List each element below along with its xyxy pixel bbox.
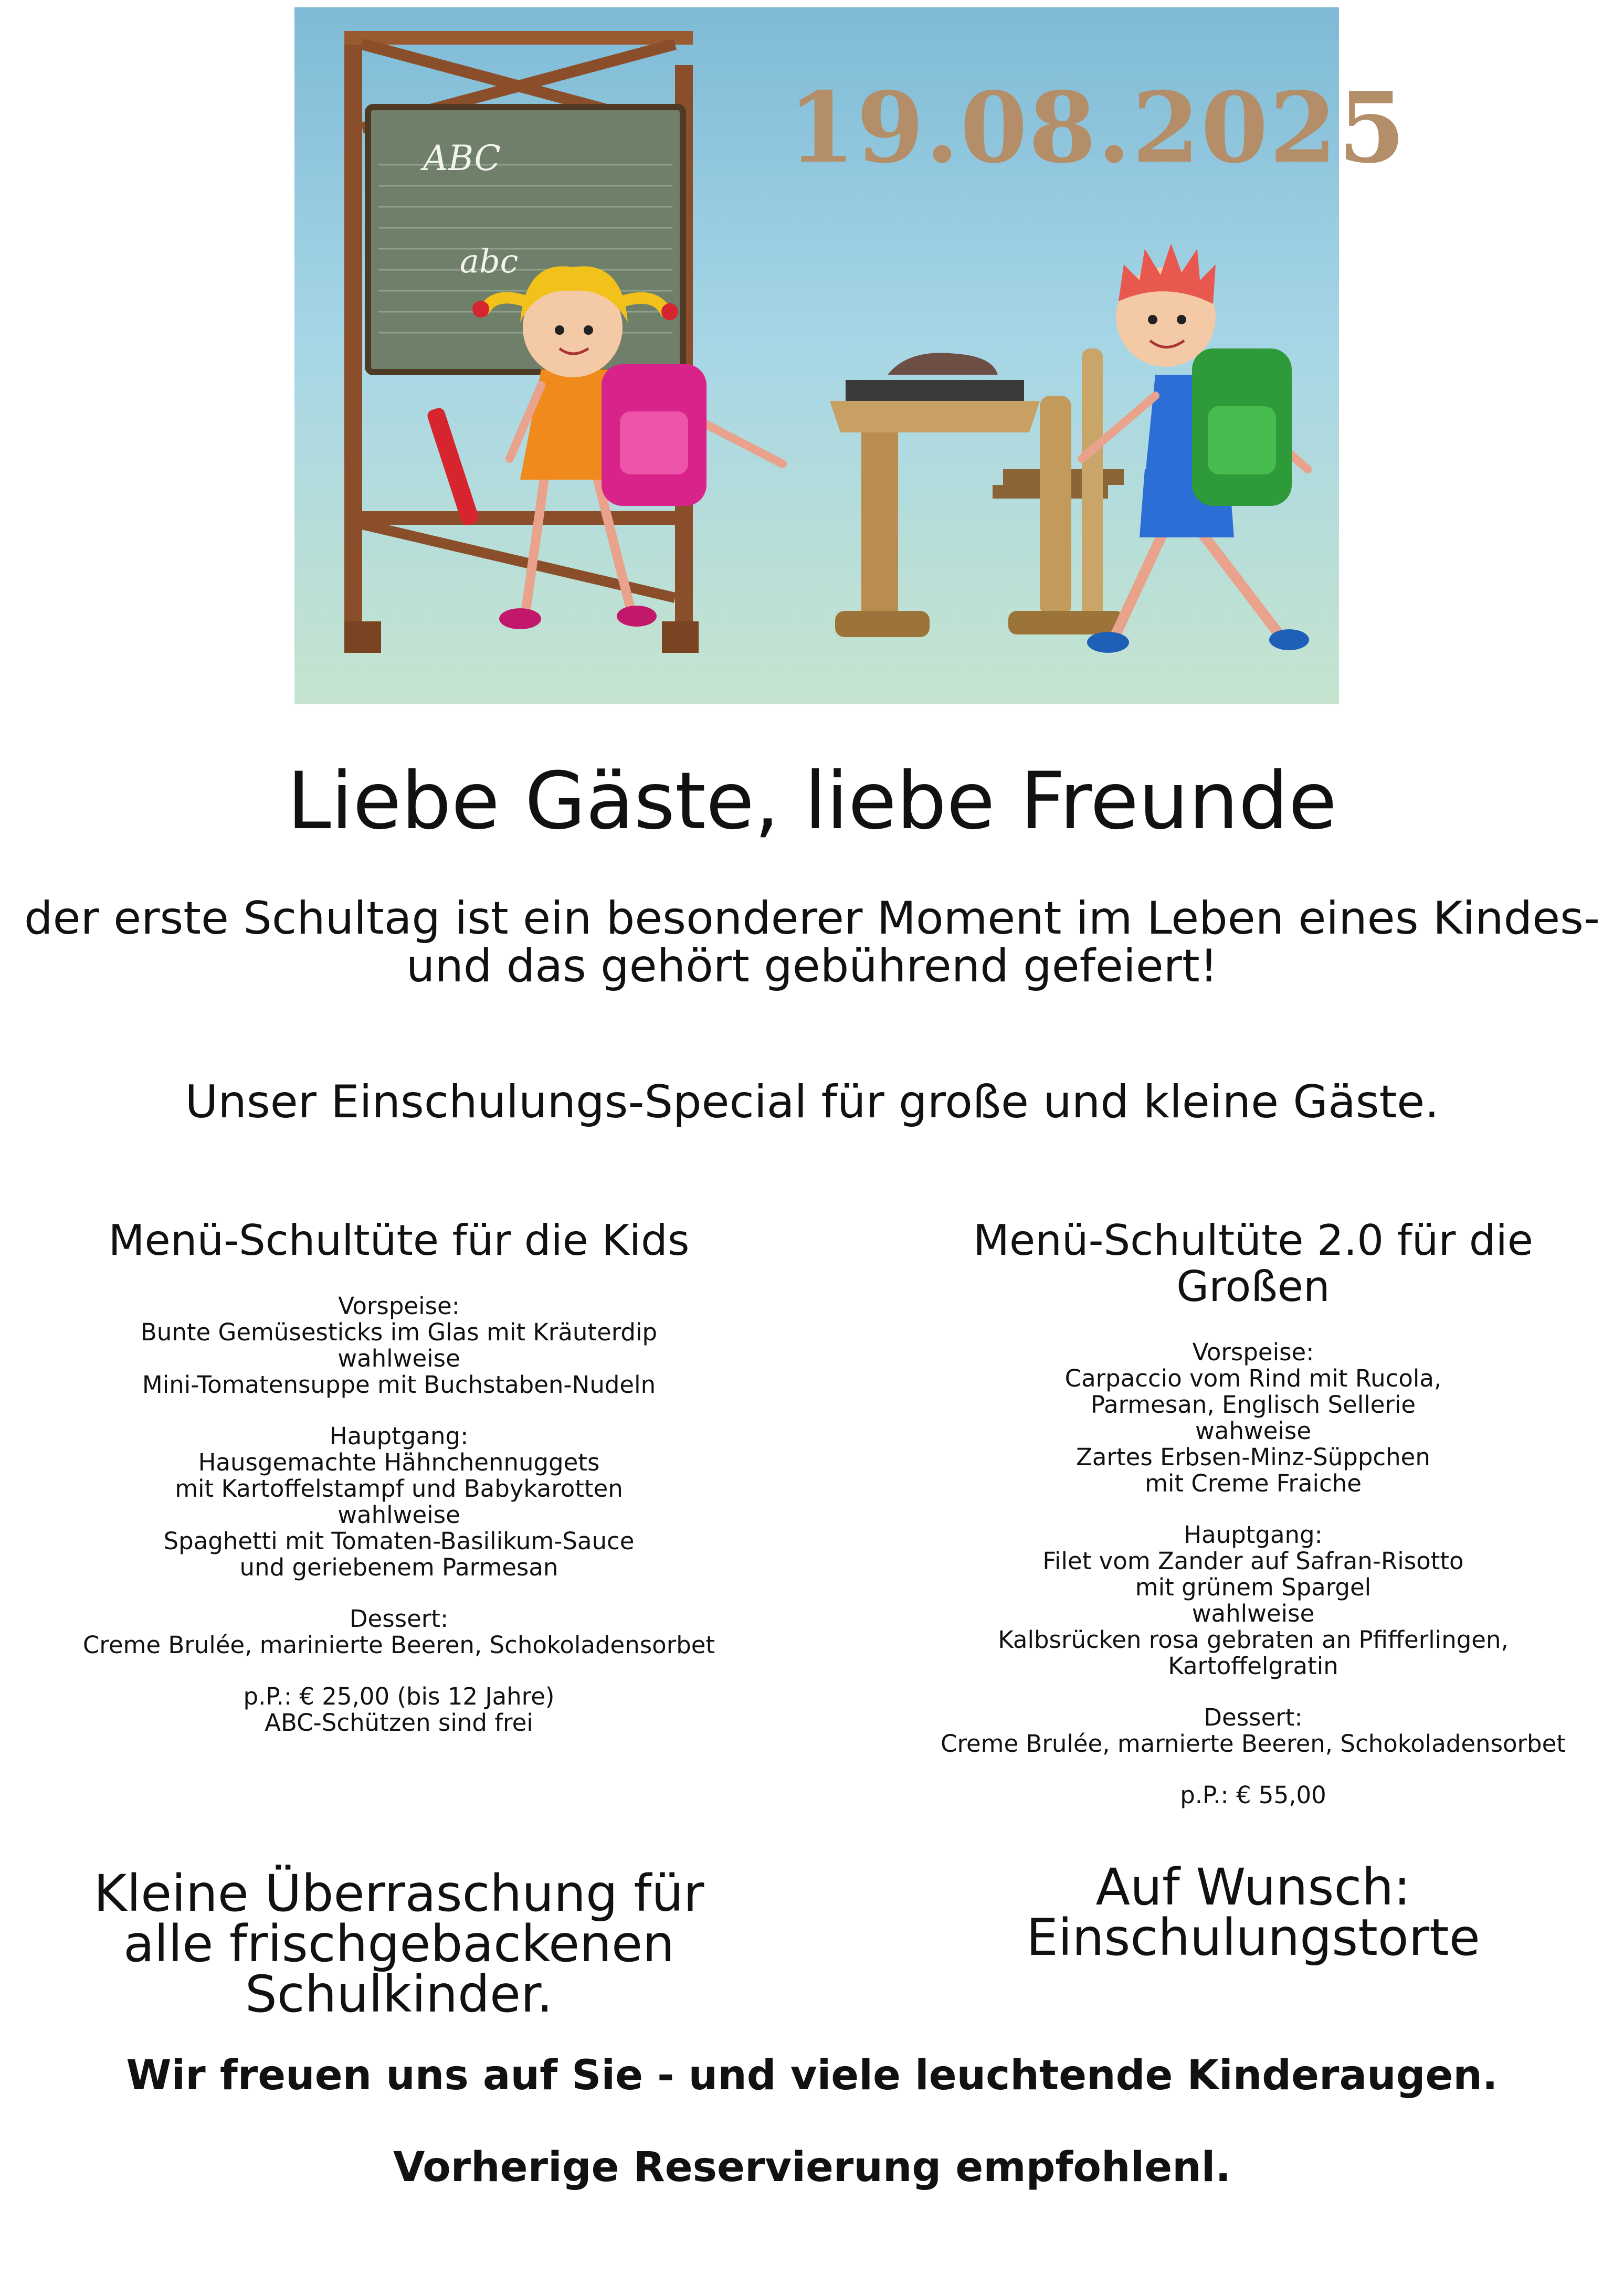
adults-main-line: mit grünem Spargel bbox=[1135, 1573, 1372, 1601]
kids-menu bbox=[0, 1218, 798, 1736]
intro-text bbox=[0, 892, 1624, 993]
adults-main-line: Filet vom Zander auf Safran-Risotto bbox=[1042, 1547, 1464, 1575]
surprise-line: Kleine Überraschung für bbox=[93, 1864, 704, 1923]
surprise-line: alle frischgebackenen bbox=[123, 1914, 674, 1973]
kids-starter-line: wahlweise bbox=[338, 1345, 460, 1372]
adults-main-line: wahlweise bbox=[1191, 1600, 1315, 1627]
kids-main-line: mit Kartoffelstampf und Babykarotten bbox=[175, 1475, 623, 1503]
intro-line-2: und das gehört gebührend gefeiert! bbox=[406, 940, 1218, 993]
adults-starter-line: Parmesan, Englisch Sellerie bbox=[1090, 1391, 1416, 1419]
adults-starter-line: Zartes Erbsen-Minz-Süppchen bbox=[1076, 1443, 1430, 1471]
event-date: 19.08.2025 bbox=[788, 70, 1407, 185]
adults-main-line: Kalbsrücken rosa gebraten an Pfifferlingen, bbox=[998, 1626, 1509, 1654]
cake-note bbox=[892, 1858, 1614, 1967]
kids-main-line: wahlweise bbox=[338, 1501, 460, 1529]
kids-main-label: Hauptgang: bbox=[329, 1422, 469, 1450]
adults-starter-line: wahweise bbox=[1195, 1417, 1312, 1445]
boy-figure bbox=[1082, 244, 1309, 653]
adults-menu-body bbox=[892, 1339, 1614, 1808]
kids-price: p.P.: € 25,00 (bis 12 Jahre) bbox=[243, 1683, 555, 1710]
kids-dessert-label: Dessert: bbox=[349, 1605, 449, 1633]
closing-line-2: Vorherige Reservierung empfohlenl. bbox=[393, 2144, 1231, 2191]
adults-main-label: Hauptgang: bbox=[1184, 1521, 1323, 1549]
adults-dessert-label: Dessert: bbox=[1204, 1704, 1303, 1731]
cake-line: Einschulungstorte bbox=[1026, 1908, 1480, 1967]
school-desk bbox=[830, 348, 1124, 637]
board-text-upper: ABC bbox=[423, 138, 501, 178]
adults-menu bbox=[892, 1218, 1614, 1808]
kids-main-line: Spaghetti mit Tomaten-Basilikum-Sauce bbox=[163, 1527, 635, 1555]
page-title: Liebe Gäste, liebe Freunde bbox=[287, 756, 1337, 847]
intro-line-1: der erste Schultag ist ein besonderer Moment im Leben eines Kindes- bbox=[24, 892, 1600, 945]
kids-main-line: und geriebenem Parmesan bbox=[239, 1553, 558, 1581]
adults-dessert-line: Creme Brulée, marnierte Beeren, Schokoladensorbet bbox=[941, 1730, 1566, 1758]
kids-dessert-line: Creme Brulée, marinierte Beeren, Schokoladensorbet bbox=[82, 1631, 715, 1659]
adults-main-line: Kartoffelgratin bbox=[1168, 1652, 1338, 1680]
surprise-note bbox=[0, 1864, 798, 2024]
kids-menu-title: Menü-Schultüte für die Kids bbox=[108, 1216, 690, 1265]
adults-starter-label: Vorspeise: bbox=[1192, 1338, 1314, 1366]
hero-illustration bbox=[294, 7, 1407, 704]
surprise-line: Schulkinder. bbox=[245, 1965, 553, 2024]
adults-starter-line: Carpaccio vom Rind mit Rucola, bbox=[1064, 1364, 1442, 1392]
closing-line-1: Wir freuen uns auf Sie - und viele leuchtende Kinderaugen. bbox=[126, 2052, 1498, 2099]
cake-line: Auf Wunsch: bbox=[1095, 1858, 1411, 1917]
special-subtitle: Unser Einschulungs-Special für große und kleine Gäste. bbox=[185, 1076, 1439, 1128]
kids-starter-line: Mini-Tomatensuppe mit Buchstaben-Nudeln bbox=[142, 1371, 656, 1399]
adults-menu-title: Menü-Schultüte 2.0 für die Großen bbox=[973, 1216, 1534, 1311]
adults-price: p.P.: € 55,00 bbox=[1180, 1781, 1326, 1809]
kids-price-note: ABC-Schützen sind frei bbox=[265, 1709, 533, 1737]
board-text-lower: abc bbox=[460, 242, 519, 280]
kids-starter-label: Vorspeise: bbox=[338, 1292, 460, 1320]
kids-menu-body bbox=[0, 1293, 798, 1736]
kids-starter-line: Bunte Gemüsesticks im Glas mit Kräuterdip bbox=[140, 1318, 658, 1346]
adults-starter-line: mit Creme Fraiche bbox=[1145, 1469, 1362, 1497]
kids-main-line: Hausgemachte Hähnchennuggets bbox=[198, 1448, 600, 1476]
